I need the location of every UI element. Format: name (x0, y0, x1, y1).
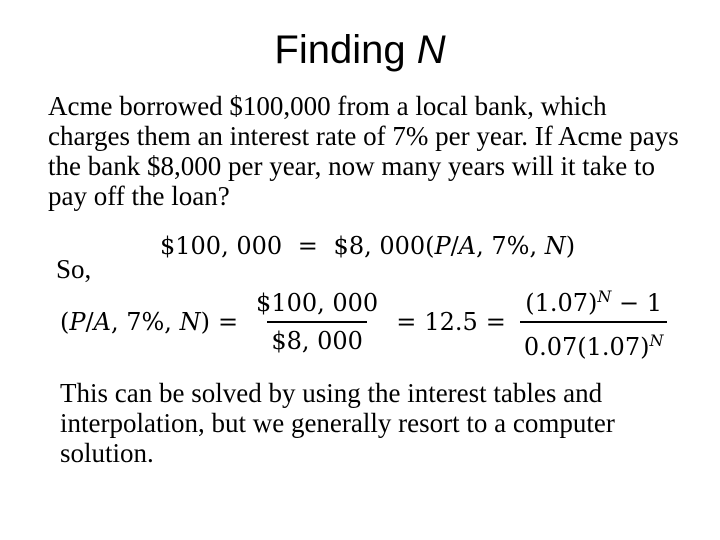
fraction-denominator: $8, 000 (267, 321, 367, 356)
title-variable: N (416, 28, 446, 72)
eq1-factor-rate: , 7%, (476, 232, 545, 260)
equation-present-worth (160, 231, 575, 261)
title-text: Finding (274, 28, 417, 72)
eq2-lhs-open: ( (60, 308, 70, 336)
eq1-close: ) (565, 232, 576, 260)
eq2-lhs-sep: / (85, 308, 94, 336)
formula-num-tail: − 1 (611, 289, 663, 317)
slide-title (0, 26, 720, 74)
eq1-factor-a: A (458, 232, 477, 260)
eq1-factor-n: N (544, 232, 566, 260)
eq2-lhs-a: A (93, 308, 111, 336)
formula-num-exponent: N (597, 287, 612, 306)
formula-num-base: (1.07) (525, 289, 598, 317)
eq2-lhs-rate: , 7%, (110, 308, 180, 336)
eq2-lhs-p: P (69, 308, 86, 336)
fraction-numerator: $100, 000 (256, 289, 379, 317)
eq1-rhs-prefix: $8, 000( (333, 232, 435, 260)
fraction-formula (520, 282, 668, 362)
eq2-lhs-n: N (179, 308, 201, 336)
eq1-factor-sep: / (450, 232, 459, 260)
eq2-lhs-close: ) (200, 308, 210, 336)
factor-value: 12.5 (424, 308, 478, 336)
eq2-equals-1: = (217, 308, 239, 336)
fraction-amounts (252, 288, 382, 356)
equation-factor-value (60, 282, 673, 362)
formula-den-base: 0.07(1.07) (523, 333, 650, 361)
eq2-lhs (60, 308, 210, 336)
formula-numerator (521, 282, 666, 321)
eq2-equals-2: = (396, 308, 417, 336)
conclusion-text: This can be solved by using the interest tables and interpolation, but we generally resort to a computer solution. (60, 378, 615, 468)
eq1-factor-p: P (434, 232, 451, 260)
so-label: So, (56, 254, 92, 284)
formula-den-exponent: N (649, 331, 664, 350)
eq1-lhs: $100, 000 (160, 232, 283, 260)
eq2-equals-3: = (485, 308, 506, 336)
eq1-equals: = (297, 232, 318, 260)
formula-denominator (520, 321, 668, 362)
problem-statement: Acme borrowed $100,000 from a local bank, which charges them an interest rate of 7% per year. If Acme pays the bank $8,000 per year, now many years will it take to pay off the loan? (48, 91, 679, 211)
